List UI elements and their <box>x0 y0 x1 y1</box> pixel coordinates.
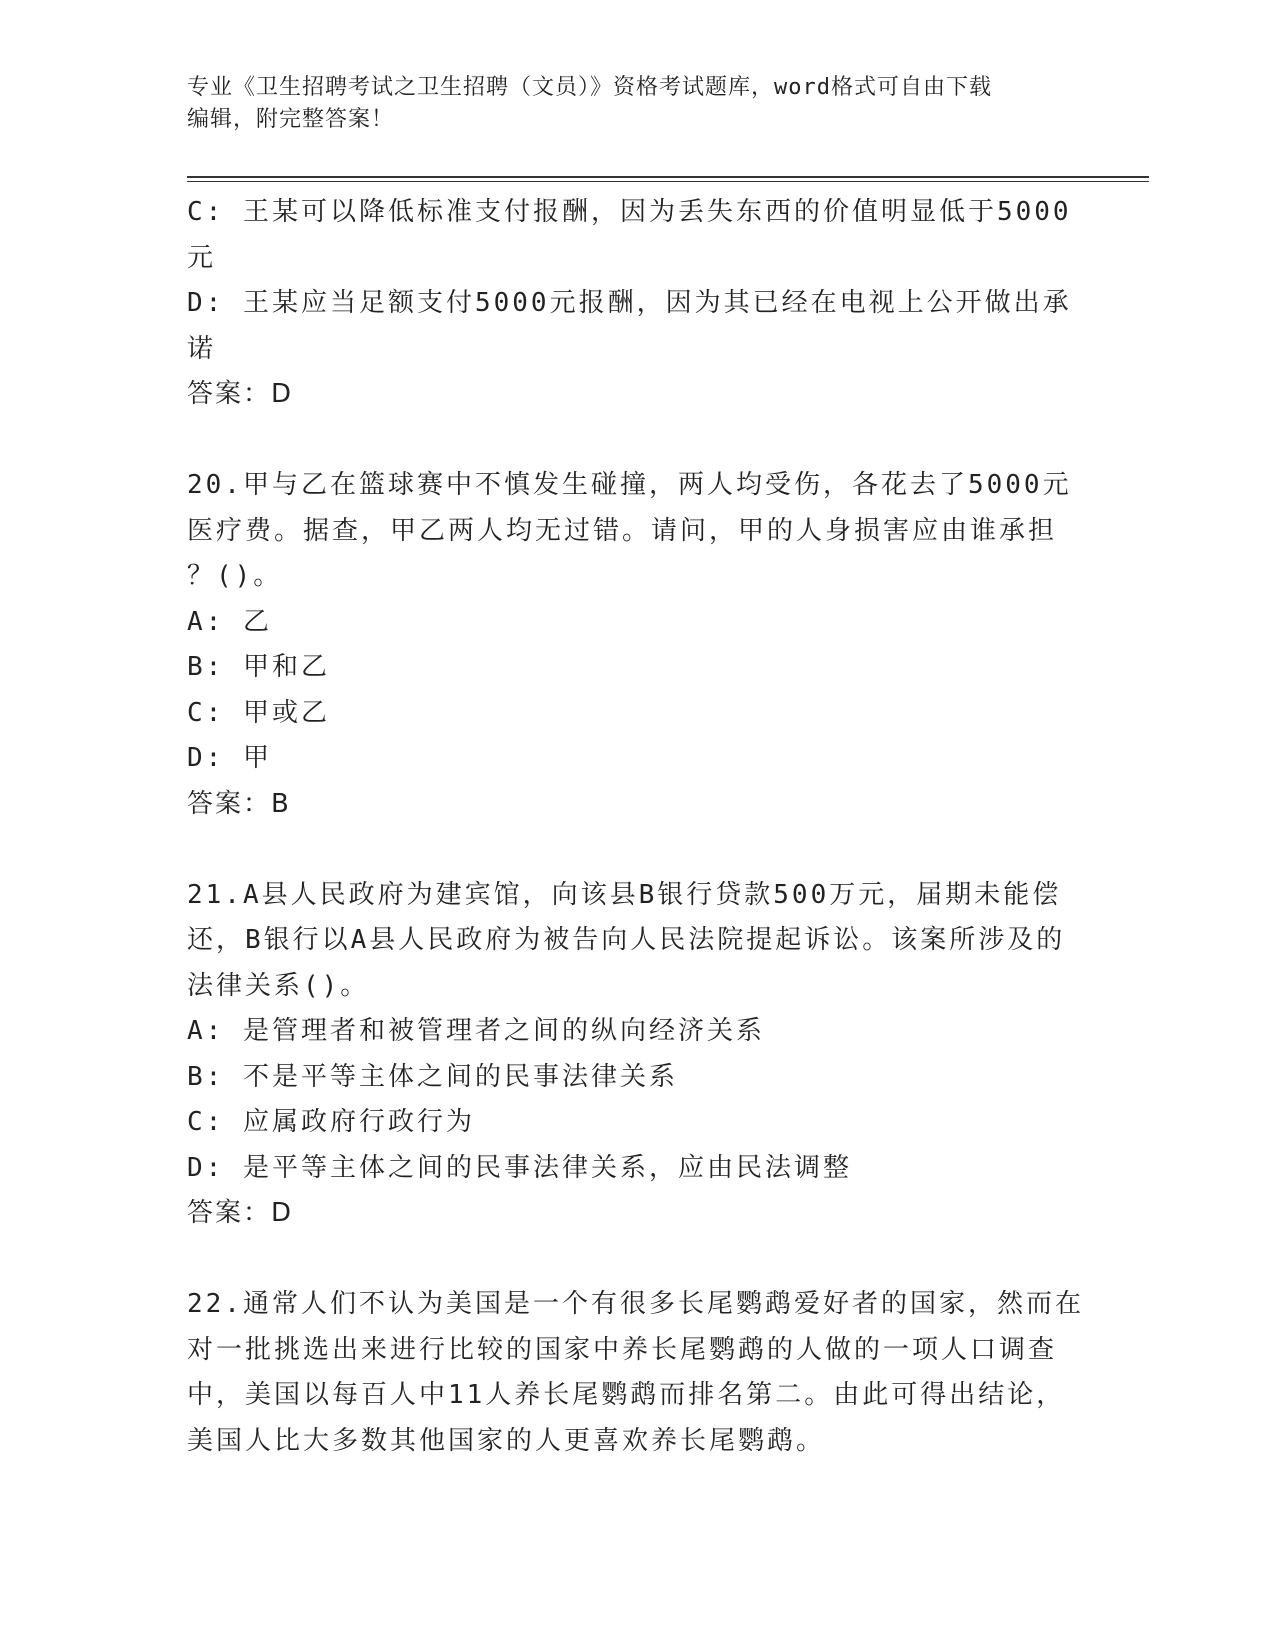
spacer <box>187 827 1087 873</box>
answer-19: 答案：D <box>187 379 294 409</box>
question-stem-line-2: 医疗费。据查，甲乙两人均无过错。请问，甲的人身损害应由谁承担 <box>187 515 1058 546</box>
question-stem-line-2: 对一批挑选出来进行比较的国家中养长尾鹦鹉的人做的一项人口调查 <box>187 1334 1058 1365</box>
option-a: A: 乙 <box>187 606 272 637</box>
question-stem-line-4: 美国人比大多数其他国家的人更喜欢养长尾鹦鹉。 <box>187 1425 826 1456</box>
option-c-line-2: 元 <box>187 242 217 273</box>
header-title-line-2: 编辑，附完整答案！ <box>187 107 395 132</box>
option-d-line-1: D: 王某应当足额支付5000元报酬，因为其已经在电视上公开做出承 <box>187 288 1072 318</box>
option-c: C: 应属政府行政行为 <box>187 1107 475 1137</box>
option-d: D: 甲 <box>187 743 272 773</box>
question-21 <box>187 873 1087 1237</box>
header-divider-thick <box>187 176 1149 178</box>
option-a: A: 是管理者和被管理者之间的纵向经济关系 <box>187 1016 765 1046</box>
option-c: C: 甲或乙 <box>187 697 330 728</box>
option-c-line-1: C: 王某可以降低标准支付报酬，因为丢失东西的价值明显低于5000 <box>187 197 1072 227</box>
question-stem-line-3: 法律关系()。 <box>187 970 370 1001</box>
option-b: B: 不是平等主体之间的民事法律关系 <box>187 1061 678 1092</box>
question-stem-line-1: 22.通常人们不认为美国是一个有很多长尾鹦鹉爱好者的国家，然而在 <box>187 1289 1084 1319</box>
answer-21: 答案：D <box>187 1198 294 1228</box>
option-d-line-2: 诺 <box>187 333 217 364</box>
option-b: B: 甲和乙 <box>187 652 330 682</box>
spacer <box>187 418 1087 464</box>
question-20 <box>187 463 1087 827</box>
header-divider-thin <box>187 181 1149 182</box>
question-stem-line-3: ？()。 <box>187 561 283 591</box>
question-stem-line-2: 还，B银行以A县人民政府为被告向人民法院提起诉讼。该案所涉及的 <box>187 925 1066 955</box>
question-22 <box>187 1282 1087 1464</box>
page-header <box>187 72 1087 136</box>
header-title-line-1: 专业《卫生招聘考试之卫生招聘（文员）》资格考试题库，word格式可自由下载 <box>187 75 992 100</box>
question-stem-line-1: 21.A县人民政府为建宾馆，向该县B银行贷款500万元，届期未能偿 <box>187 879 1062 910</box>
spacer <box>187 1237 1087 1283</box>
option-d: D: 是平等主体之间的民事法律关系，应由民法调整 <box>187 1152 852 1183</box>
question-19-tail <box>187 190 1087 418</box>
question-content <box>187 190 1087 1464</box>
question-stem-line-1: 20.甲与乙在篮球赛中不慎发生碰撞，两人均受伤，各花去了5000元 <box>187 470 1072 500</box>
question-stem-line-3: 中，美国以每百人中11人养长尾鹦鹉而排名第二。由此可得出结论， <box>187 1380 1066 1410</box>
answer-20: 答案：B <box>187 788 291 819</box>
